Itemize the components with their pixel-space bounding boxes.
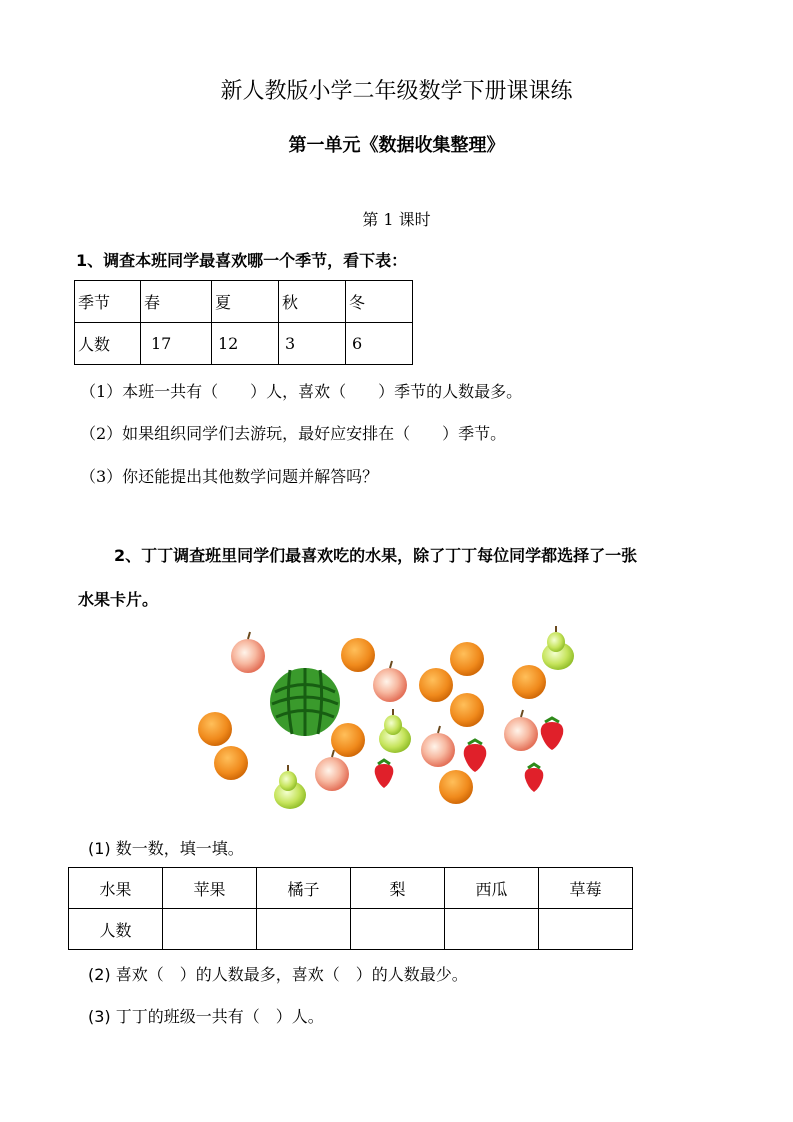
pear-icon	[274, 765, 306, 809]
answer-cell-watermelon[interactable]	[445, 909, 539, 950]
table-cell: 春	[141, 281, 212, 323]
answer-cell-pear[interactable]	[351, 909, 445, 950]
watermelon-icon	[270, 668, 340, 736]
table-cell: 3	[279, 323, 346, 365]
apple-icon	[231, 632, 265, 673]
question-1-item-1: （1）本班一共有（ ）人，喜欢（ ）季节的人数最多。	[80, 382, 523, 401]
table-cell: 17	[141, 323, 212, 365]
table-cell: 夏	[212, 281, 279, 323]
table-cell: 6	[346, 323, 413, 365]
question-1-prompt: 1、调查本班同学最喜欢哪一个季节，看下表：	[76, 251, 408, 270]
answer-cell-strawberry[interactable]	[539, 909, 633, 950]
lesson-label: 第 1 课时	[362, 210, 431, 229]
question-2-prompt-line-2: 水果卡片。	[78, 590, 159, 609]
apple-icon	[504, 710, 538, 751]
strawberry-icon	[464, 740, 487, 772]
apple-icon	[421, 726, 455, 767]
question-2-sub-1: (1) 数一数，填一填。	[88, 839, 244, 858]
question-2-sub-3: (3) 丁丁的班级一共有（ ）人。	[88, 1007, 324, 1026]
fruit-table	[68, 867, 633, 950]
table-cell: 12	[212, 323, 279, 365]
question-2-sub-2: (2) 喜欢（ ）的人数最多，喜欢（ ）的人数最少。	[88, 965, 468, 984]
table-row	[75, 323, 413, 365]
orange-icon	[450, 642, 484, 676]
table-cell: 草莓	[539, 868, 633, 909]
orange-icon	[419, 668, 453, 702]
table-cell: 人数	[75, 323, 141, 365]
table-cell: 水果	[69, 868, 163, 909]
strawberry-icon	[525, 764, 544, 792]
question-2-prompt-line-1: 2、丁丁调查班里同学们最喜欢吃的水果，除了丁丁每位同学都选择了一张	[114, 546, 638, 565]
table-cell: 秋	[279, 281, 346, 323]
pear-icon	[542, 626, 574, 670]
orange-icon	[512, 665, 546, 699]
fruit-cards-illustration	[190, 622, 590, 817]
question-1-item-3: （3）你还能提出其他数学问题并解答吗？	[80, 467, 379, 486]
answer-cell-orange[interactable]	[257, 909, 351, 950]
table-cell: 橘子	[257, 868, 351, 909]
table-cell: 冬	[346, 281, 413, 323]
orange-icon	[214, 746, 248, 780]
question-1-item-2: （2）如果组织同学们去游玩，最好应安排在（ ）季节。	[80, 424, 507, 443]
table-row	[69, 909, 633, 950]
table-cell: 西瓜	[445, 868, 539, 909]
apple-icon	[373, 661, 407, 702]
answer-cell-apple[interactable]	[163, 909, 257, 950]
orange-icon	[439, 770, 473, 804]
strawberry-icon	[541, 718, 564, 750]
pear-icon	[379, 709, 411, 753]
table-cell: 季节	[75, 281, 141, 323]
table-cell: 苹果	[163, 868, 257, 909]
season-table	[74, 280, 413, 365]
page-title: 新人教版小学二年级数学下册课课练	[220, 79, 573, 104]
orange-icon	[198, 712, 232, 746]
table-cell: 人数	[69, 909, 163, 950]
orange-icon	[450, 693, 484, 727]
strawberry-icon	[375, 760, 394, 788]
table-row	[75, 281, 413, 323]
table-cell: 梨	[351, 868, 445, 909]
unit-subtitle: 第一单元《数据收集整理》	[288, 135, 505, 156]
orange-icon	[341, 638, 375, 672]
table-row	[69, 868, 633, 909]
orange-icon	[331, 723, 365, 757]
